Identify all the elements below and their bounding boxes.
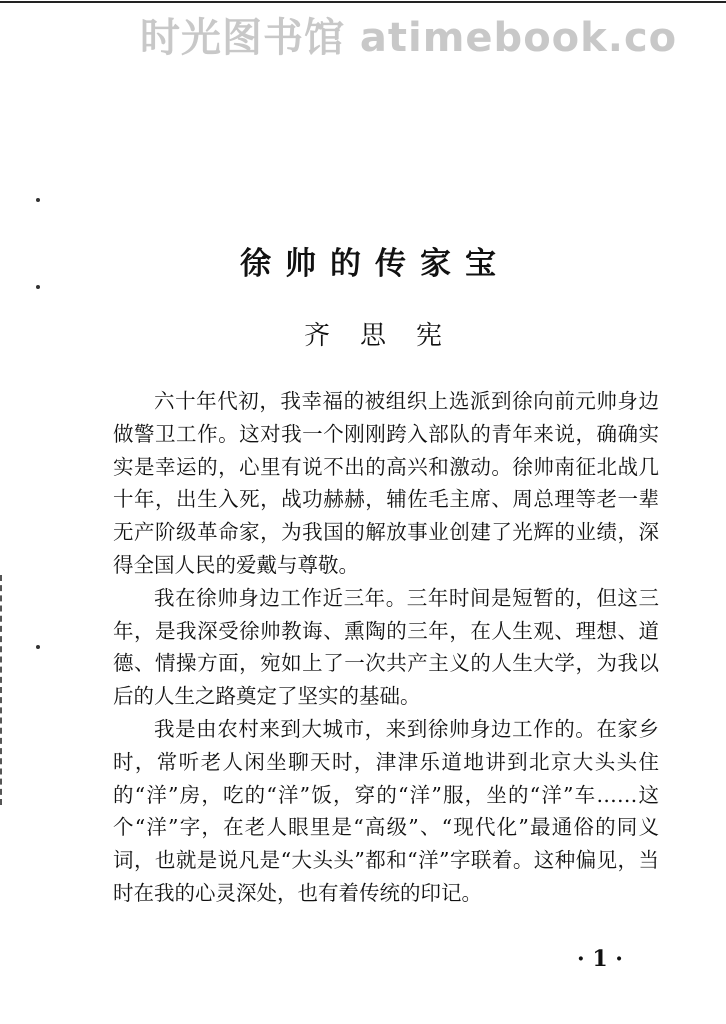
- top-edge-line: [0, 1, 726, 3]
- margin-dot: [36, 645, 40, 649]
- article-author: 齐思宪: [303, 321, 472, 351]
- article-title: 徐帅的传家宝: [240, 246, 510, 282]
- page-number: · 1 ·: [577, 946, 623, 972]
- paragraph: 我是由农村来到大城市，来到徐帅身边工作的。在家乡时，常听老人闲坐聊天时，津津乐道地讲到北京大头头住的“洋”房，吃的“洋”饭，穿的“洋”服，坐的“洋”车……这个“洋”字，在老人眼里是“高级”、“现代化”最通俗的同义词，也就是说凡是“大头头”都和“洋”字联着。这种偏见，当时在我的心灵深处，也有着传统的印记。: [113, 716, 659, 905]
- paragraph: 我在徐帅身边工作近三年。三年时间是短暂的，但这三年，是我深受徐帅教诲、熏陶的三年，在人生观、理想、道德、情操方面，宛如上了一次共产主义的人生大学，为我以后的人生之路奠定了坚实的基础。: [113, 585, 659, 709]
- margin-dot: [36, 198, 40, 202]
- binding-edge: [0, 575, 8, 805]
- article-body: [113, 385, 659, 910]
- watermark: 时光图书馆 atimebook.co: [140, 15, 678, 61]
- paragraph: 六十年代初，我幸福的被组织上选派到徐向前元帅身边做警卫工作。这对我一个刚刚跨入部队的青年来说，确确实实是幸运的，心里有说不出的高兴和激动。徐帅南征北战几十年，出生入死，战功赫赫，辅佐毛主席、周总理等老一辈无产阶级革命家，为我国的解放事业创建了光辉的业绩，深得全国人民的爱戴与尊敬。: [113, 389, 659, 577]
